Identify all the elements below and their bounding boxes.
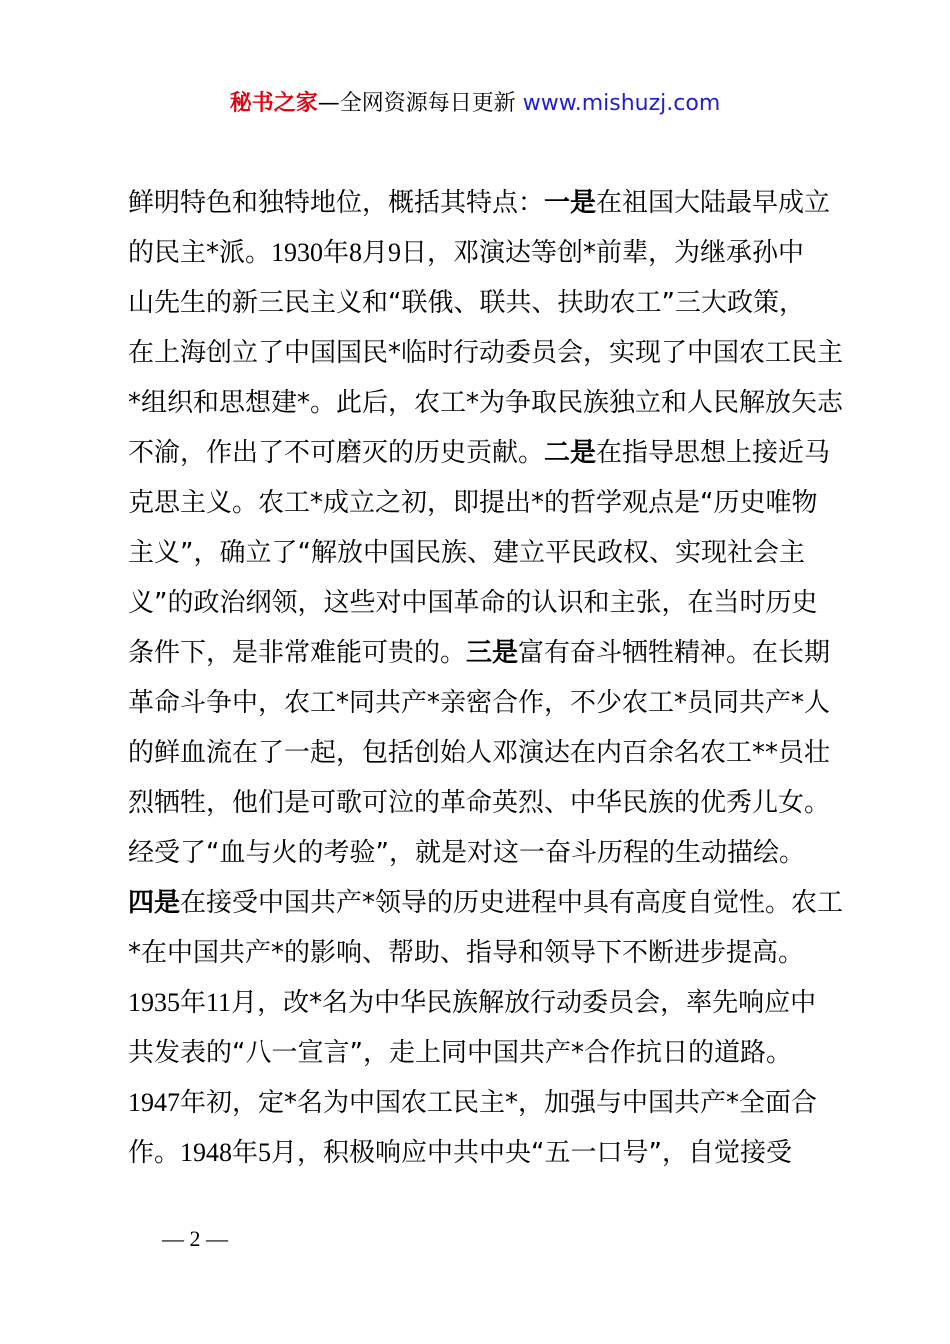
text-run: 年初，定*名为中国农工民主*，加强与中国共产*全面合 xyxy=(180,1088,818,1118)
text-line xyxy=(128,478,848,528)
emphasis-text: 三是 xyxy=(466,638,519,668)
text-run: 月，改*名为中华民族解放行动委员会，率先响应中 xyxy=(231,988,817,1018)
text-run: 1935 xyxy=(128,988,180,1017)
text-run: 作。 xyxy=(128,1138,181,1168)
text-run: 山先生的新三民主义和“联俄、联共、扶助农工”三大政策， xyxy=(128,288,805,318)
text-run: 1930 xyxy=(271,238,324,267)
emphasis-text: 四是 xyxy=(128,888,181,918)
text-run: 革命斗争中，农工*同共产*亲密合作，不少农工*员同共产*人 xyxy=(128,688,831,718)
text-line xyxy=(128,278,848,328)
text-run: 月 xyxy=(362,238,389,268)
text-line xyxy=(128,1028,848,1078)
text-line xyxy=(128,428,848,478)
text-run: 的民主*派。 xyxy=(128,238,272,268)
text-run: *组织和思想建*。此后，农工*为争取民族独立和人民解放矢志 xyxy=(128,388,844,418)
text-run: 的鲜血流在了一起，包括创始人邓演达在内百余名农工**员壮 xyxy=(128,738,831,768)
text-line xyxy=(128,1078,848,1128)
text-run: 年 xyxy=(323,238,350,268)
site-banner xyxy=(0,86,950,122)
text-run: 烈牺牲，他们是可歌可泣的革命英烈、中华民族的优秀儿女。 xyxy=(128,788,831,818)
text-run: 月，积极响应中共中央“五一口号”，自觉接受 xyxy=(271,1138,792,1168)
text-line xyxy=(128,928,848,978)
text-run: 在祖国大陆最早成立 xyxy=(596,188,831,218)
text-run: 鲜明特色和独特地位，概括其特点： xyxy=(128,188,545,218)
text-run: 在指导思想上接近马 xyxy=(596,438,831,468)
text-run: 日，邓演达等创*前辈，为继承孙中 xyxy=(401,238,805,268)
text-run: 5 xyxy=(258,1138,272,1167)
text-line xyxy=(128,728,848,778)
text-run: 11 xyxy=(206,988,232,1017)
site-url-link[interactable]: www.mishuzj.com xyxy=(522,91,721,116)
text-line xyxy=(128,978,848,1028)
brand-name: 秘书之家 xyxy=(229,91,318,116)
text-line xyxy=(128,828,848,878)
text-run: 1948 xyxy=(180,1138,233,1167)
text-run: *在中国共产*的影响、帮助、指导和领导下不断进步提高。 xyxy=(128,938,805,968)
text-line xyxy=(128,378,848,428)
emphasis-text: 一是 xyxy=(544,188,597,218)
text-line xyxy=(128,628,848,678)
document-body xyxy=(128,178,848,1178)
text-line xyxy=(128,578,848,628)
text-run: 在上海创立了中国国民*临时行动委员会，实现了中国农工民主 xyxy=(128,338,844,368)
text-line xyxy=(128,878,848,928)
text-run: 1947 xyxy=(128,1088,180,1117)
text-run: 经受了“血与火的考验”，就是对这一奋斗历程的生动描绘。 xyxy=(128,838,805,868)
text-line xyxy=(128,328,848,378)
text-run: 义”的政治纲领，这些对中国革命的认识和主张，在当时历史 xyxy=(128,588,818,618)
text-line xyxy=(128,228,848,278)
text-run: 在接受中国共产*领导的历史进程中具有高度自觉性。农工 xyxy=(180,888,844,918)
text-run: 克思主义。农工*成立之初，即提出*的哲学观点是“历史唯物 xyxy=(128,488,818,518)
text-run: 共发表的“八一宣言”，走上同中国共产*合作抗日的道路。 xyxy=(128,1038,792,1068)
text-line xyxy=(128,778,848,828)
text-line xyxy=(128,678,848,728)
text-run: 年 xyxy=(232,1138,259,1168)
text-run: 不渝，作出了不可磨灭的历史贡献。 xyxy=(128,438,545,468)
page-number: — 2 — xyxy=(162,1226,228,1251)
text-line xyxy=(128,178,848,228)
text-run: 主义”，确立了“解放中国民族、建立平民政权、实现社会主 xyxy=(128,538,805,568)
text-run: 条件下，是非常难能可贵的。 xyxy=(128,638,467,668)
text-run: 9 xyxy=(388,238,402,267)
emphasis-text: 二是 xyxy=(544,438,597,468)
text-line xyxy=(128,1128,848,1178)
banner-tagline: —全网资源每日更新 xyxy=(317,91,523,116)
text-run: 8 xyxy=(349,238,363,267)
text-run: 年 xyxy=(180,988,207,1018)
text-line xyxy=(128,528,848,578)
text-run: 富有奋斗牺牲精神。在长期 xyxy=(518,638,831,668)
